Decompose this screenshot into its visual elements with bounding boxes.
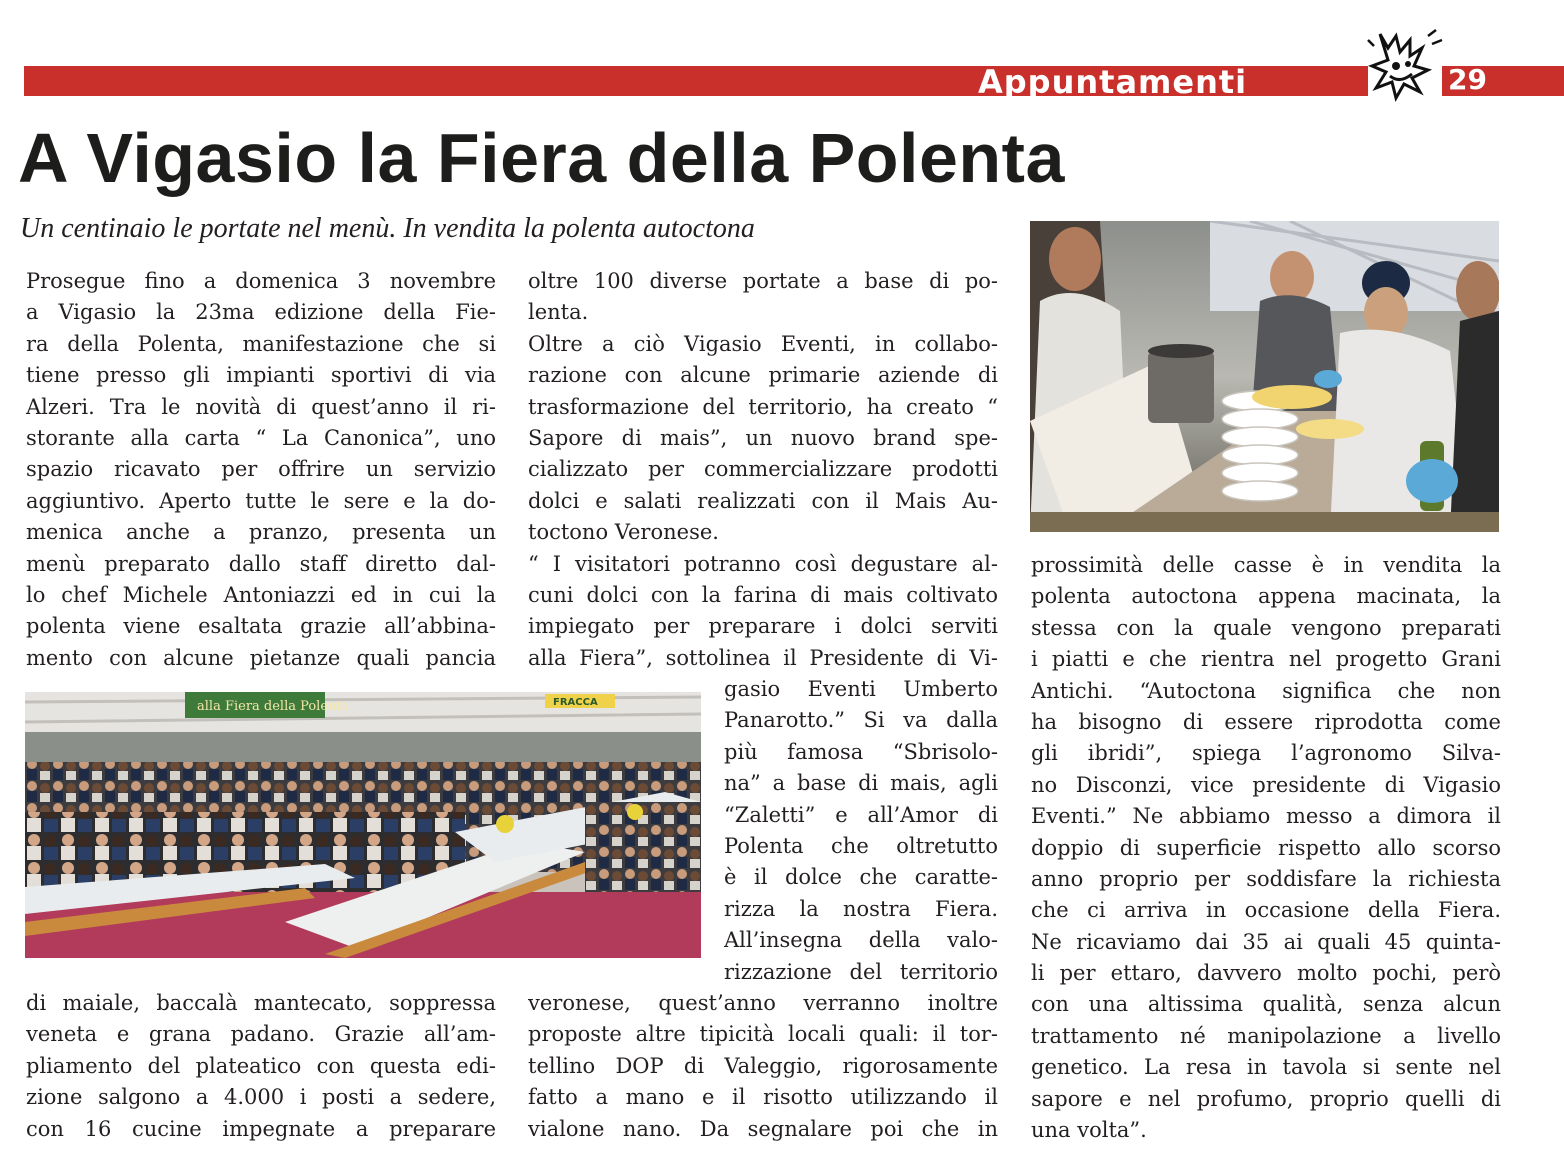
text-line: Oltre a ciò Vigasio Eventi, in collabo-	[528, 331, 998, 356]
text-line: lenta.	[528, 300, 589, 325]
text-line: zione salgono a 4.000 i posti a sedere,	[26, 1085, 496, 1110]
text-line: veronese, quest’anno verranno inoltre	[528, 991, 998, 1015]
text-line: stessa con la quale vengono preparati	[1031, 615, 1501, 640]
text-line: i piatti e che rientra nel progetto Grani	[1031, 647, 1501, 672]
hall-sponsor-text: FRACCA	[553, 697, 598, 708]
text-line: storante alla carta “ La Canonica”, uno	[26, 425, 496, 450]
column-3-text	[1031, 550, 1501, 1146]
text-line: anno proprio per soddisfare la richiesta	[1031, 866, 1501, 891]
text-line: con una altissima qualità, senza alcun	[1031, 992, 1501, 1017]
text-line: ha bisogno di essere riprodotta come	[1031, 709, 1501, 734]
text-line: “Zaletti” e all’Amor di	[724, 802, 998, 827]
text-line: Ne ricaviamo dai 35 ai quali 45 quinta-	[1031, 929, 1501, 954]
text-line: trattamento né manipolazione a livello	[1031, 1023, 1501, 1048]
text-line: sapore e nel profumo, proprio quelli di	[1031, 1086, 1501, 1111]
text-line: pliamento del plateatico con questa edi-	[26, 1053, 496, 1078]
text-line: più famosa “Sbrisolo-	[724, 739, 998, 764]
text-line: rizza la nostra Fiera.	[724, 896, 998, 921]
text-line: tellino DOP di Valeggio, rigorosamente	[528, 1053, 998, 1078]
text-line: trasformazione del territorio, ha creato “	[528, 394, 998, 419]
column-2-bottom-text	[528, 988, 998, 1145]
text-line: genetico. La resa in tavola si sente nel	[1031, 1055, 1501, 1080]
text-line: proposte altre tipicità locali quali: il tor-	[528, 1022, 998, 1047]
text-line: Panarotto.” Si va dalla	[724, 708, 998, 733]
text-line: di maiale, baccalà mantecato, soppressa	[26, 991, 496, 1015]
text-line: Antichi. “Autoctona significa che non	[1031, 678, 1501, 703]
column-1-bottom-text	[26, 988, 496, 1145]
text-line: Alzeri. Tra le novità di quest’anno il ri-	[26, 394, 496, 419]
text-line: oltre 100 diverse portate a base di po-	[528, 269, 998, 293]
text-line: Polenta che oltretutto	[724, 833, 998, 858]
mascot-logo-icon	[1366, 26, 1444, 102]
text-line: alla Fiera”, sottolinea il Presidente di Vi-	[528, 645, 998, 670]
text-line: con 16 cucine impegnate a preparare	[26, 1116, 496, 1141]
text-line: polenta autoctona appena macinata, la	[1031, 584, 1501, 609]
text-line: gli ibridi”, spiega l’agronomo Silva-	[1031, 741, 1501, 766]
text-line: mento con alcune pietanze quali pancia	[26, 645, 496, 670]
text-line: li per ettaro, davvero molto pochi, però	[1031, 961, 1501, 986]
kitchen-chefs-photo	[1030, 221, 1499, 532]
text-line: Eventi.” Ne abbiamo messo a dimora il	[1031, 804, 1501, 829]
text-line: spazio ricavato per offrire un servizio	[26, 457, 496, 482]
text-line: “ I visitatori potranno così degustare al-	[528, 551, 998, 576]
section-header-bar	[24, 63, 1564, 96]
column-2-top-text	[528, 266, 998, 674]
text-line: cializzato per commercializzare prodotti	[528, 457, 998, 482]
text-line: fatto a mano e il risotto utilizzando il	[528, 1085, 998, 1110]
text-line: impiegato per preparare i dolci serviti	[528, 614, 998, 639]
text-line: no Disconzi, vice presidente di Vigasio	[1031, 772, 1501, 797]
dining-hall-crowd-photo	[25, 692, 701, 958]
text-line: veneta e grana padano. Grazie all’am-	[26, 1022, 496, 1047]
text-line: Prosegue fino a domenica 3 novembre	[26, 269, 496, 293]
section-title: Appuntamenti	[978, 63, 1248, 101]
text-line: che ci arriva in occasione della Fiera.	[1031, 898, 1501, 923]
text-line: lo chef Michele Antoniazzi ed in cui la	[26, 582, 496, 607]
column-2-narrow-text	[724, 674, 998, 988]
text-line: menica anche a pranzo, presenta un	[26, 520, 496, 545]
text-line: dolci e salati realizzati con il Mais Au-	[528, 488, 998, 513]
text-line: vialone nano. Da segnalare poi che in	[528, 1116, 998, 1141]
text-line: Sapore di mais”, un nuovo brand spe-	[528, 425, 998, 450]
text-line: a Vigasio la 23ma edizione della Fie-	[26, 300, 496, 325]
text-line: All’insegna della valo-	[724, 928, 998, 953]
text-line: na” a base di mais, agli	[724, 771, 998, 796]
text-line: gasio Eventi Umberto	[724, 677, 998, 701]
text-line: è il dolce che caratte-	[724, 865, 998, 890]
text-line: razione con alcune primarie aziende di	[528, 363, 998, 388]
text-line: polenta viene esaltata grazie all’abbina-	[26, 614, 496, 639]
text-line: ra della Polenta, manifestazione che si	[26, 331, 496, 356]
text-line: doppio di superficie rispetto allo scorso	[1031, 835, 1501, 860]
hall-banner-text: alla Fiera della Polenta	[197, 699, 350, 714]
article-subtitle: Un centinaio le portate nel menù. In vendita la polenta autoctona	[20, 213, 755, 244]
text-line: menù preparato dallo staff diretto dal-	[26, 551, 496, 576]
text-line: rizzazione del territorio	[724, 959, 998, 984]
text-line: una volta”.	[1031, 1118, 1147, 1143]
text-line: prossimità delle casse è in vendita la	[1031, 553, 1501, 577]
text-line: tiene presso gli impianti sportivi di via	[26, 363, 496, 388]
text-line: aggiuntivo. Aperto tutte le sere e la do-	[26, 488, 496, 513]
column-1-top-text	[26, 266, 496, 674]
text-line: cuni dolci con la farina di mais coltivato	[528, 582, 998, 607]
page-number: 29	[1448, 63, 1487, 96]
text-line: toctono Veronese.	[528, 520, 719, 545]
article-title: A Vigasio la Fiera della Polenta	[18, 119, 1065, 197]
